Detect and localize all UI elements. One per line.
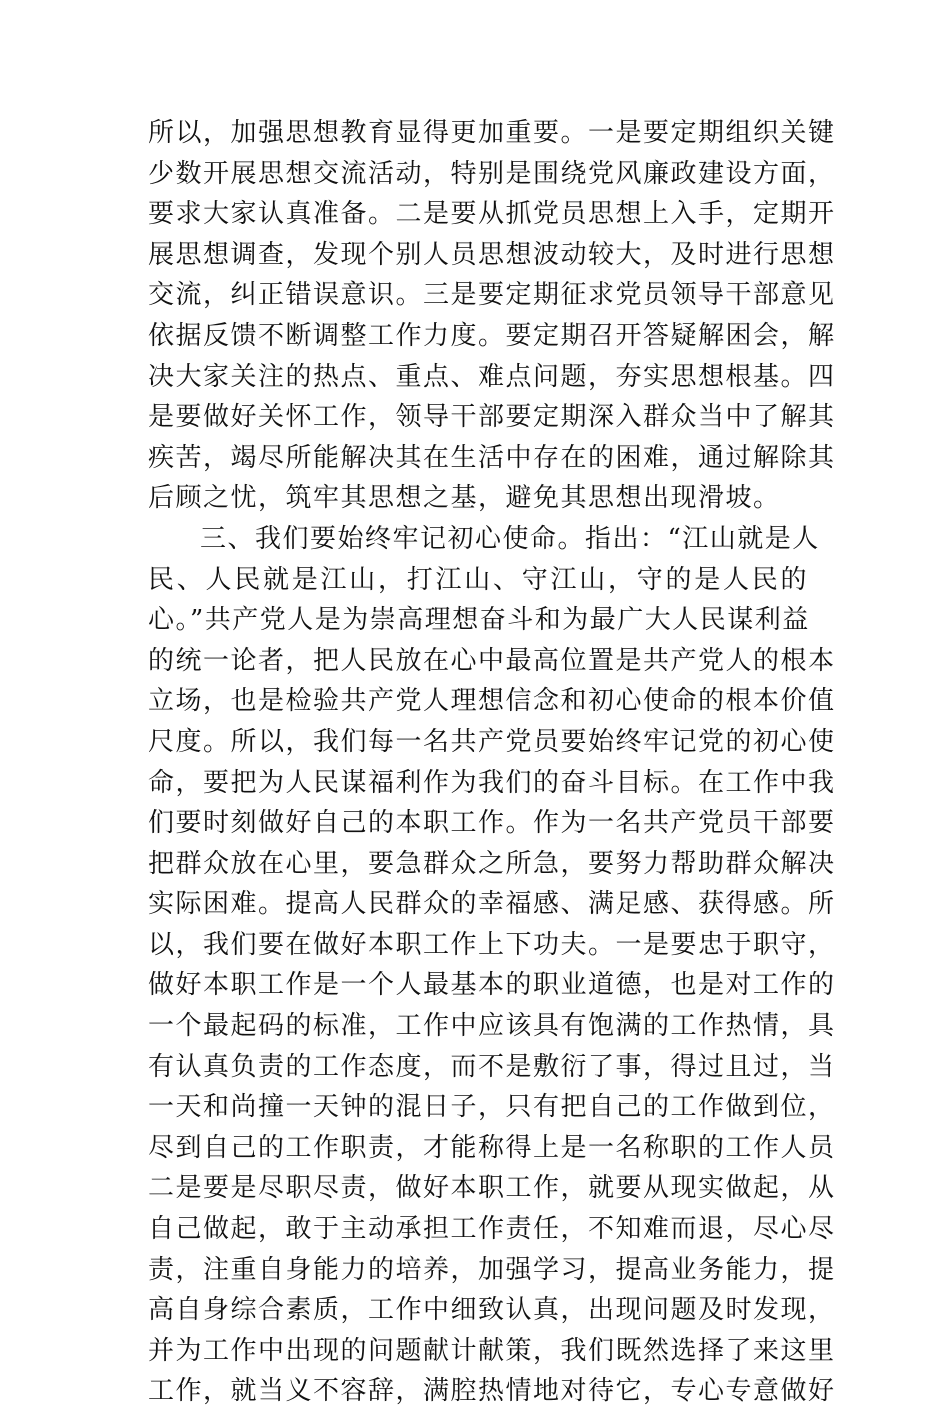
text-line: 立场，也是检验共产党人理想信念和初心使命的根本价值: [148, 686, 836, 717]
text-line: 是要做好关怀工作，领导干部要定期深入群众当中了解其: [148, 402, 836, 433]
body-text: [148, 113, 836, 1412]
text-line: 二是要是尽职尽责，做好本职工作，就要从现实做起，从: [148, 1173, 836, 1204]
text-line: 一天和尚撞一天钟的混日子，只有把自己的工作做到位，: [148, 1092, 836, 1123]
text-line: 决大家关注的热点、重点、难点问题，夯实思想根基。四: [148, 361, 836, 392]
text-line: 命，要把为人民谋福利作为我们的奋斗目标。在工作中我: [148, 767, 836, 798]
text-line: 依据反馈不断调整工作力度。要定期召开答疑解困会，解: [148, 320, 836, 351]
section-heading-line: 三、我们要始终牢记初心使命。指出：“江山就是人: [200, 523, 820, 554]
text-line: 把群众放在心里，要急群众之所急，要努力帮助群众解决: [148, 848, 836, 879]
text-line: 的统一论者，把人民放在心中最高位置是共产党人的根本: [148, 645, 836, 676]
text-line: 后顾之忧，筑牢其思想之基，避免其思想出现滑坡。: [148, 483, 781, 514]
text-line: 工作，就当义不容辞，满腔热情地对待它，专心专意做好: [148, 1376, 836, 1407]
text-line: 少数开展思想交流活动，特别是围绕党风廉政建设方面，: [148, 158, 836, 189]
text-line: 以，我们要在做好本职工作上下功夫。一是要忠于职守，: [148, 929, 836, 960]
text-line: 自己做起，敢于主动承担工作责任，不知难而退，尽心尽: [148, 1214, 836, 1245]
text-line: 民、人民就是江山，打江山、守江山，守的是人民的: [148, 564, 808, 595]
text-line: 尽到自己的工作职责，才能称得上是一名称职的工作人员: [148, 1132, 836, 1163]
text-line: 心。”共产党人是为崇高理想奋斗和为最广大人民谋利益: [148, 605, 810, 636]
text-line: 实际困难。提高人民群众的幸福感、满足感、获得感。所: [148, 889, 836, 920]
text-line: 责，注重自身能力的培养，加强学习，提高业务能力，提: [148, 1254, 836, 1285]
text-line: 们要时刻做好自己的本职工作。作为一名共产党员干部要: [148, 808, 836, 839]
text-line: 展思想调查，发现个别人员思想波动较大，及时进行思想: [148, 239, 836, 270]
text-line: 一个最起码的标准，工作中应该具有饱满的工作热情，具: [148, 1011, 836, 1042]
text-line: 有认真负责的工作态度，而不是敷衍了事，得过且过，当: [148, 1051, 836, 1082]
text-line: 并为工作中出现的问题献计献策，我们既然选择了来这里: [148, 1335, 836, 1366]
text-line: 所以，加强思想教育显得更加重要。一是要定期组织关键: [148, 118, 836, 148]
text-line: 做好本职工作是一个人最基本的职业道德，也是对工作的: [148, 970, 836, 1001]
text-line: 疾苦，竭尽所能解决其在生活中存在的困难，通过解除其: [148, 442, 836, 473]
text-line: 高自身综合素质，工作中细致认真，出现问题及时发现，: [148, 1295, 836, 1326]
text-line: 要求大家认真准备。二是要从抓党员思想上入手，定期开: [148, 199, 836, 230]
text-line: 交流，纠正错误意识。三是要定期征求党员领导干部意见: [148, 280, 836, 311]
text-line: 尺度。所以，我们每一名共产党员要始终牢记党的初心使: [148, 726, 836, 757]
